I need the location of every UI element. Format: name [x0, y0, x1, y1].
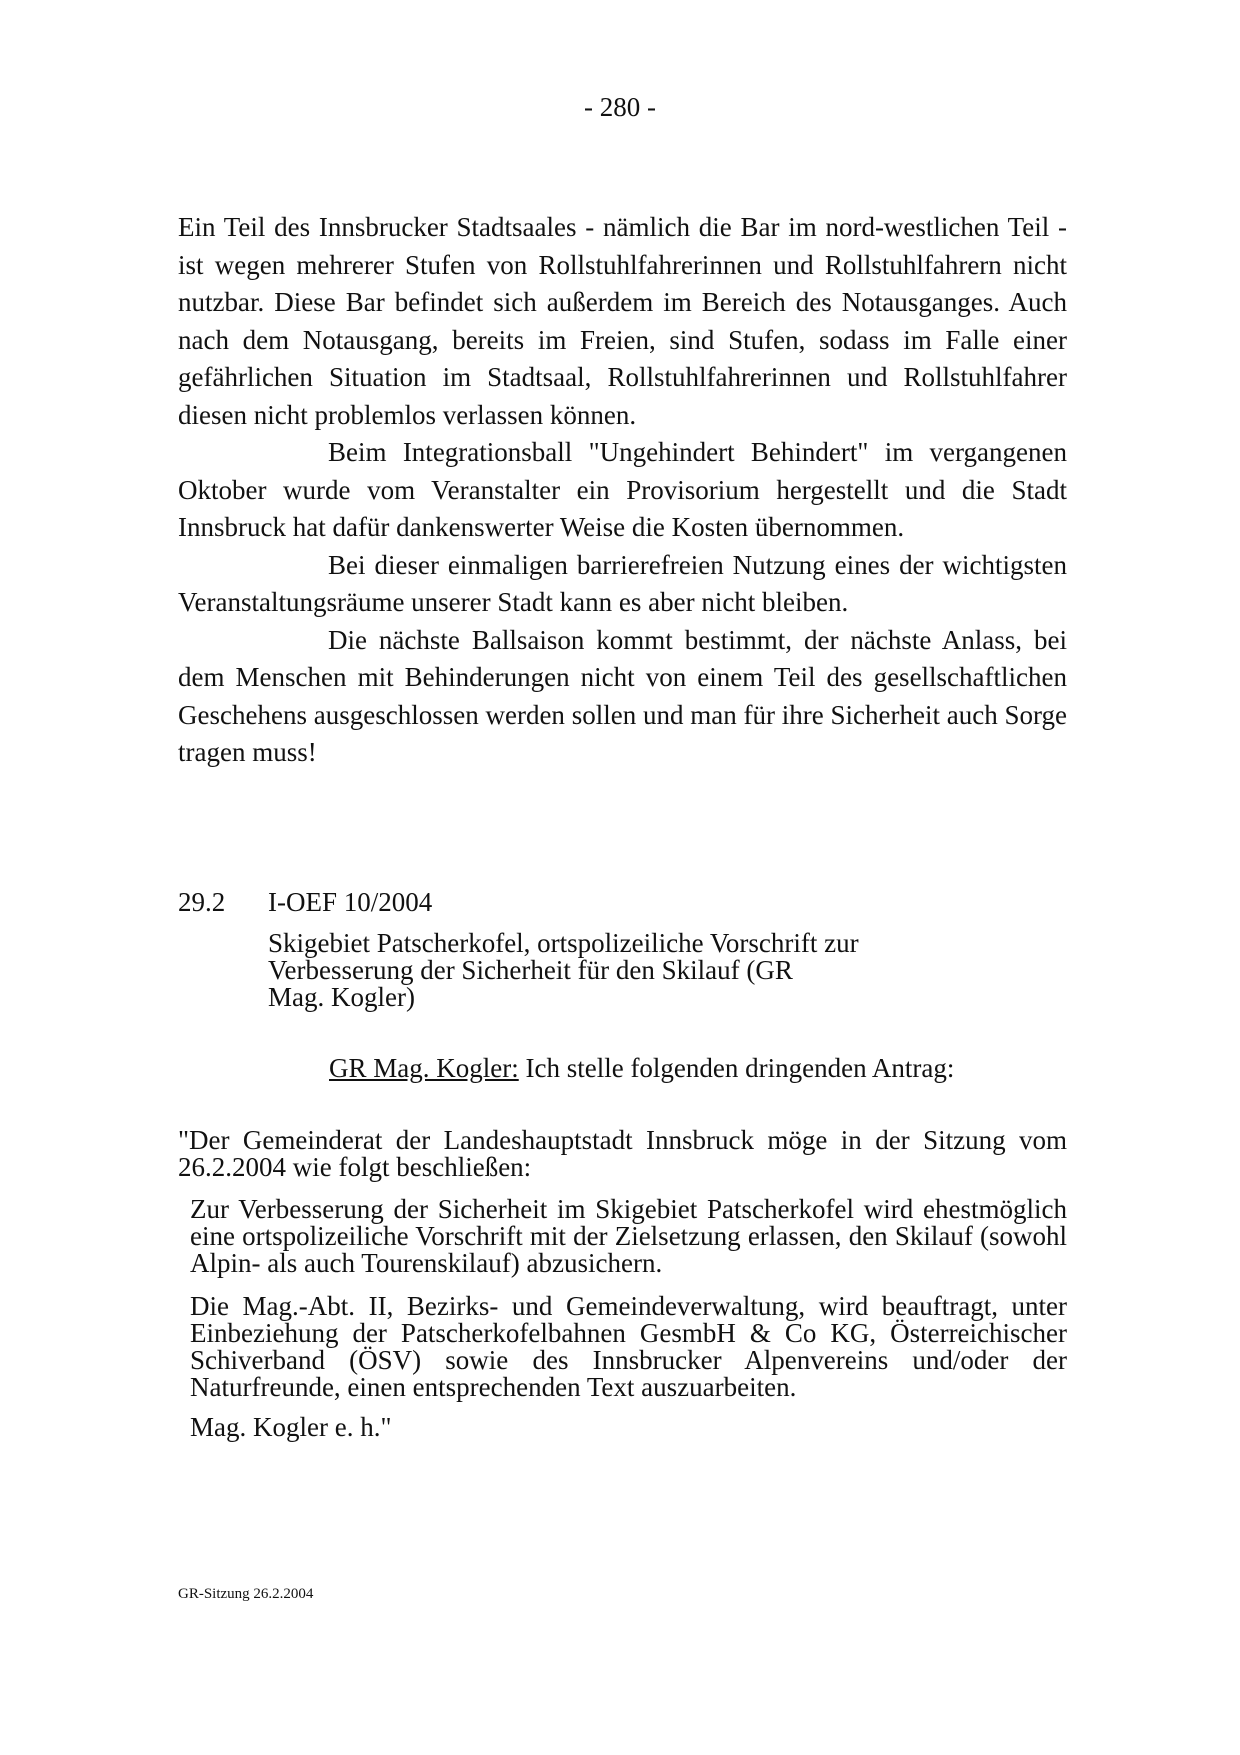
motion-text: Ich stelle folgenden dringenden Antrag:: [518, 1053, 955, 1083]
title-line: Mag. Kogler): [268, 982, 415, 1012]
body-text: [178, 209, 1067, 772]
agenda-item-number: 29.2: [178, 887, 226, 917]
paragraph: Beim Integrationsball "Ungehindert Behindert" im vergangenen Oktober wurde vom Veranstalter ein Provisorium hergestellt und die Stadt Innsbruck hat dafür dankenswerter Weise die Kosten übernommen.: [178, 437, 1067, 542]
page-number: - 280 -: [584, 92, 656, 122]
speaker-name: GR Mag. Kogler:: [329, 1053, 519, 1083]
paragraph: Ein Teil des Innsbrucker Stadtsaales - nämlich die Bar im nord-westlichen Teil - ist wegen mehrerer Stufen von Rollstuhlfahrerinnen und Rollstuhlfahrern nicht nutzbar. Diese Bar befindet sich außerdem im Bereich des Notausganges. Auch nach dem Notausgang, bereits im Freien, sind Stufen, sodass im Falle einer gefährlichen Situation im Stadtsaal, Rollstuhlfahrerinnen und Rollstuhlfahrer diesen nicht problemlos verlassen können.: [178, 212, 1067, 430]
title-line: Skigebiet Patscherkofel, ortspolizeiliche Vorschrift zur: [268, 928, 859, 958]
quote-opening: "Der Gemeinderat der Landeshauptstadt Innsbruck möge in der Sitzung vom 26.2.2004 wie folgt beschließen:: [178, 1125, 1067, 1182]
page-footer: GR-Sitzung 26.2.2004: [178, 1586, 314, 1602]
agenda-item-reference: I-OEF 10/2004: [268, 887, 433, 917]
quote-signature: Mag. Kogler e. h.": [190, 1412, 392, 1442]
motion-line: [329, 1053, 954, 1084]
title-line: Verbesserung der Sicherheit für den Skilauf (GR: [268, 955, 793, 985]
quote-paragraph: Die Mag.-Abt. II, Bezirks- und Gemeindeverwaltung, wird beauftragt, unter Einbeziehung der Patscherkofelbahnen GesmbH & Co KG, Österreichischer Schiverband (ÖSV) sowie des Innsbrucker Alpenvereins und/oder der Naturfreunde, einen entsprechenden Text auszuarbeiten.: [190, 1291, 1067, 1402]
agenda-item-title: [268, 930, 968, 1011]
paragraph: Die nächste Ballsaison kommt bestimmt, der nächste Anlass, bei dem Menschen mit Behinderungen nicht von einem Teil des gesellschaftlichen Geschehens ausgeschlossen werden sollen und man für ihre Sicherheit auch Sorge tragen muss!: [178, 624, 1067, 767]
quote-paragraph: Zur Verbesserung der Sicherheit im Skigebiet Patscherkofel wird ehestmöglich eine ortspolizeiliche Vorschrift mit der Zielsetzung erlassen, den Skilauf (sowohl Alpin- als auch Tourenskilauf) abzusichern.: [190, 1194, 1067, 1278]
paragraph: Bei dieser einmaligen barrierefreien Nutzung eines der wichtigsten Veranstaltungsräume unserer Stadt kann es aber nicht bleiben.: [178, 549, 1067, 617]
